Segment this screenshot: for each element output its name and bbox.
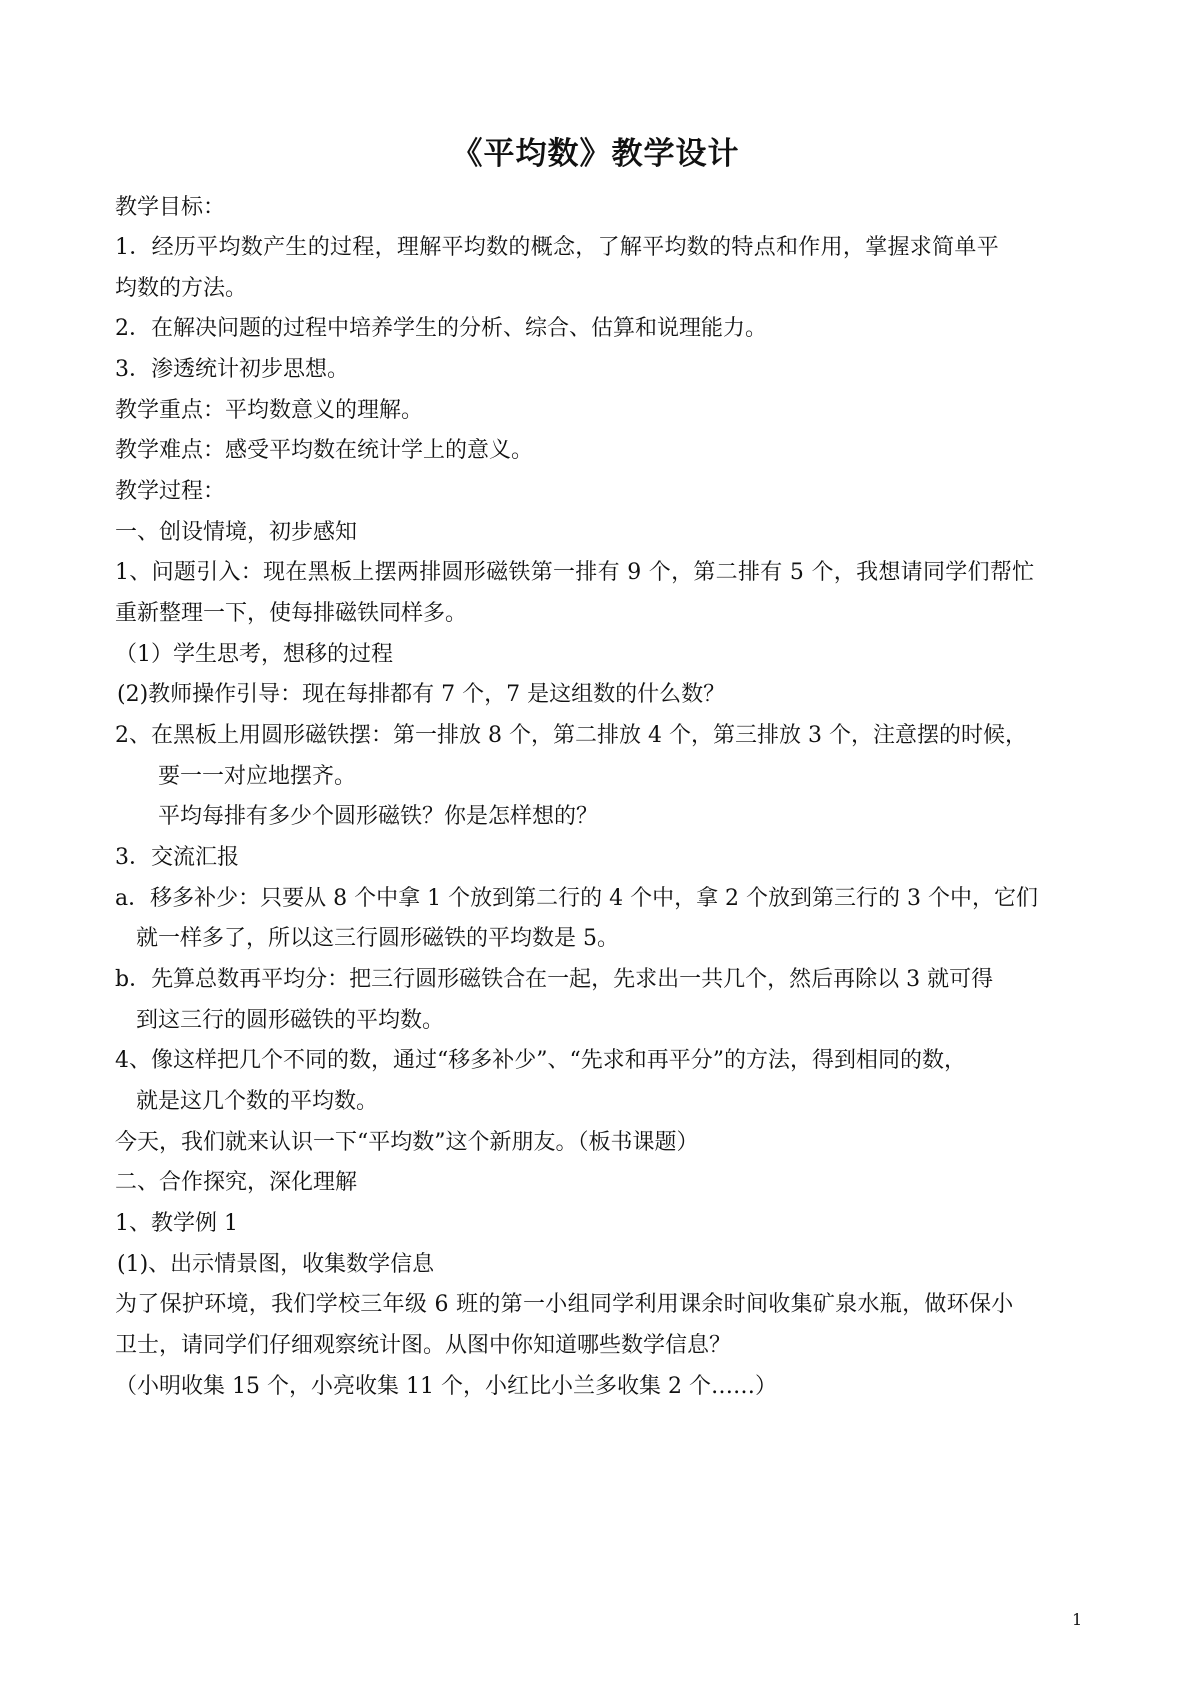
text-line: （1）学生思考，想移的过程 xyxy=(115,642,393,667)
text-line: 1、问题引入：现在黑板上摆两排圆形磁铁第一排有 9 个，第二排有 5 个，我想请同学们帮忙 xyxy=(115,560,1035,585)
text-line: 教学过程： xyxy=(115,479,226,504)
text-line: 平均每排有多少个圆形磁铁？你是怎样想的？ xyxy=(158,804,599,829)
text-line: 教学目标： xyxy=(115,195,226,220)
text-line: 卫士，请同学们仔细观察统计图。从图中你知道哪些数学信息？ xyxy=(115,1333,732,1358)
text-line: (1)、出示情景图，收集数学信息 xyxy=(117,1252,435,1277)
text-line: 就是这几个数的平均数。 xyxy=(136,1089,379,1114)
text-line: （小明收集 15 个，小亮收集 11 个，小红比小兰多收集 2 个……） xyxy=(115,1374,777,1399)
text-line: (2)教师操作引导：现在每排都有 7 个，7 是这组数的什么数？ xyxy=(117,682,726,707)
section-heading: 二、合作探究，深化理解 xyxy=(115,1170,358,1195)
text-line: 就一样多了，所以这三行圆形磁铁的平均数是 5。 xyxy=(136,926,619,951)
text-line: 1．经历平均数产生的过程，理解平均数的概念，了解平均数的特点和作用，掌握求简单平 xyxy=(115,235,999,260)
page-number: 1 xyxy=(1072,1610,1083,1629)
text-line: 3．交流汇报 xyxy=(115,845,239,870)
text-line: a．移多补少：只要从 8 个中拿 1 个放到第二行的 4 个中，拿 2 个放到第三行的 3 个中，它们 xyxy=(115,886,1039,911)
text-line: 要一一对应地摆齐。 xyxy=(158,764,357,789)
document-title: 《平均数》教学设计 xyxy=(451,136,740,172)
text-line: 2、在黑板上用圆形磁铁摆：第一排放 8 个，第二排放 4 个，第三排放 3 个，注意摆的时候， xyxy=(115,723,1027,748)
text-line: 重新整理一下，使每排磁铁同样多。 xyxy=(115,601,468,626)
text-line: 均数的方法。 xyxy=(115,276,248,301)
text-line: 为了保护环境，我们学校三年级 6 班的第一小组同学利用课余时间收集矿泉水瓶，做环保小 xyxy=(115,1292,1014,1317)
text-line: b．先算总数再平均分：把三行圆形磁铁合在一起，先求出一共几个，然后再除以 3 就可得 xyxy=(115,967,994,992)
text-line: 2．在解决问题的过程中培养学生的分析、综合、估算和说理能力。 xyxy=(115,316,767,341)
text-line: 3．渗透统计初步思想。 xyxy=(115,357,349,382)
text-line: 教学重点：平均数意义的理解。 xyxy=(115,398,424,423)
section-heading: 一、创设情境，初步感知 xyxy=(115,520,358,545)
text-line: 教学难点：感受平均数在统计学上的意义。 xyxy=(115,438,534,463)
text-line: 今天，我们就来认识一下“平均数”这个新朋友。（板书课题） xyxy=(115,1130,699,1155)
text-line: 到这三行的圆形磁铁的平均数。 xyxy=(136,1008,445,1033)
text-line: 4、像这样把几个不同的数，通过“移多补少”、“先求和再平分”的方法，得到相同的数， xyxy=(115,1048,966,1073)
text-line: 1、教学例 1 xyxy=(115,1211,238,1236)
